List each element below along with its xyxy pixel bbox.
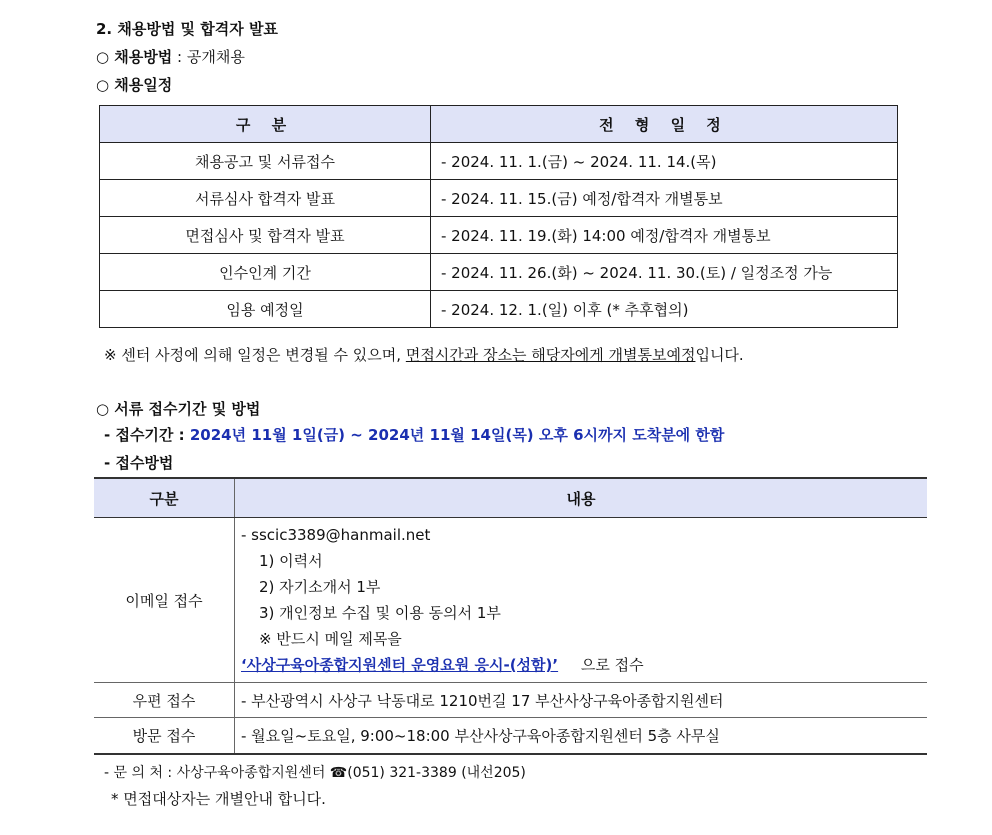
schedule-date: - 2024. 11. 1.(금) ~ 2024. 11. 14.(목) [431, 143, 898, 180]
table-row [100, 217, 898, 254]
docs-period-value: 2024년 11월 1일(금) ~ 2024년 11월 14일(목) 오후 6시까지 도착분에 한함 [189, 426, 725, 444]
interview-note: * 면접대상자는 개별안내 합니다. [111, 790, 326, 808]
notice-suffix: 입니다. [695, 346, 744, 364]
schedule-date: - 2024. 12. 1.(일) 이후 (* 추후협의) [431, 291, 898, 328]
header-type: 구분 [94, 478, 235, 518]
recruit-method-label: ○ 채용방법 [96, 48, 173, 66]
header-category: 구 분 [100, 106, 431, 143]
visit-label: 방문 접수 [94, 718, 235, 754]
notice-prefix: ※ 센터 사정에 의해 일정은 변경될 수 있으며, [104, 346, 406, 364]
email-subject-line [241, 652, 926, 678]
post-value: - 부산광역시 사상구 낙동대로 1210번길 17 부산사상구육아종합지원센터 [235, 683, 928, 718]
email-subject-suffix: 으로 접수 [580, 656, 644, 674]
header-content: 내용 [235, 478, 928, 518]
recruit-method-value: : 공개채용 [172, 48, 245, 66]
docs-method-label: - 접수방법 [104, 454, 174, 472]
header-schedule: 전 형 일 정 [431, 106, 898, 143]
table-row [100, 254, 898, 291]
visit-value: - 월요일~토요일, 9:00~18:00 부산사상구육아종합지원센터 5층 사무실 [235, 718, 928, 754]
schedule-notice [104, 344, 744, 365]
email-item: 1) 이력서 [259, 552, 323, 570]
email-address: - sscic3389@hanmail.net [241, 526, 431, 544]
table-row [100, 180, 898, 217]
section-heading: 2. 채용방법 및 합격자 발표 [96, 20, 278, 38]
schedule-date: - 2024. 11. 19.(화) 14:00 예정/합격자 개별통보 [431, 217, 898, 254]
table-row [100, 143, 898, 180]
schedule-stage: 서류심사 합격자 발표 [100, 180, 431, 217]
table-row-visit [94, 718, 927, 754]
docs-heading: ○ 서류 접수기간 및 방법 [96, 400, 261, 418]
schedule-stage: 임용 예정일 [100, 291, 431, 328]
email-item: 2) 자기소개서 1부 [259, 578, 381, 596]
schedule-label: ○ 채용일정 [96, 76, 173, 94]
post-label: 우편 접수 [94, 683, 235, 718]
schedule-stage: 채용공고 및 서류접수 [100, 143, 431, 180]
schedule-date: - 2024. 11. 26.(화) ~ 2024. 11. 30.(토) / 일정조정 가능 [431, 254, 898, 291]
table-header-row [100, 106, 898, 143]
table-row-post [94, 683, 927, 718]
schedule-table [99, 105, 898, 328]
table-row [100, 291, 898, 328]
schedule-stage: 면접심사 및 합격자 발표 [100, 217, 431, 254]
email-content [235, 518, 928, 683]
docs-period-label: - 접수기간 : [104, 426, 190, 444]
table-row-email [94, 518, 927, 683]
email-item: 3) 개인정보 수집 및 이용 동의서 1부 [259, 604, 501, 622]
email-subject: ‘사상구육아종합지원센터 운영요원 응시-(성함)’ [241, 656, 559, 674]
notice-underline: 면접시간과 장소는 해당자에게 개별통보예정 [405, 346, 696, 364]
docs-period [104, 424, 724, 445]
schedule-date: - 2024. 11. 15.(금) 예정/합격자 개별통보 [431, 180, 898, 217]
schedule-stage: 인수인계 기간 [100, 254, 431, 291]
email-label: 이메일 접수 [94, 518, 235, 683]
table-header-row [94, 478, 927, 518]
contact-info: - 문 의 처 : 사상구육아종합지원센터 ☎(051) 321-3389 (내선205) [104, 765, 526, 781]
recruit-method [96, 46, 245, 67]
email-subject-note: ※ 반드시 메일 제목을 [259, 630, 402, 648]
method-table [94, 477, 927, 755]
